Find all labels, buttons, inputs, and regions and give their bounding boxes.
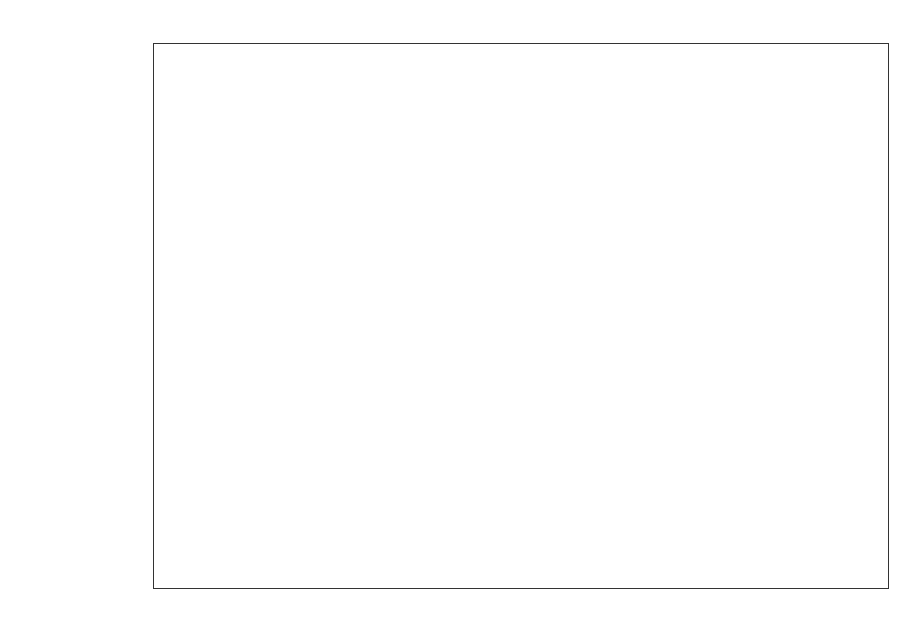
land-plots-table [153, 43, 889, 589]
row-number-column [14, 43, 38, 589]
